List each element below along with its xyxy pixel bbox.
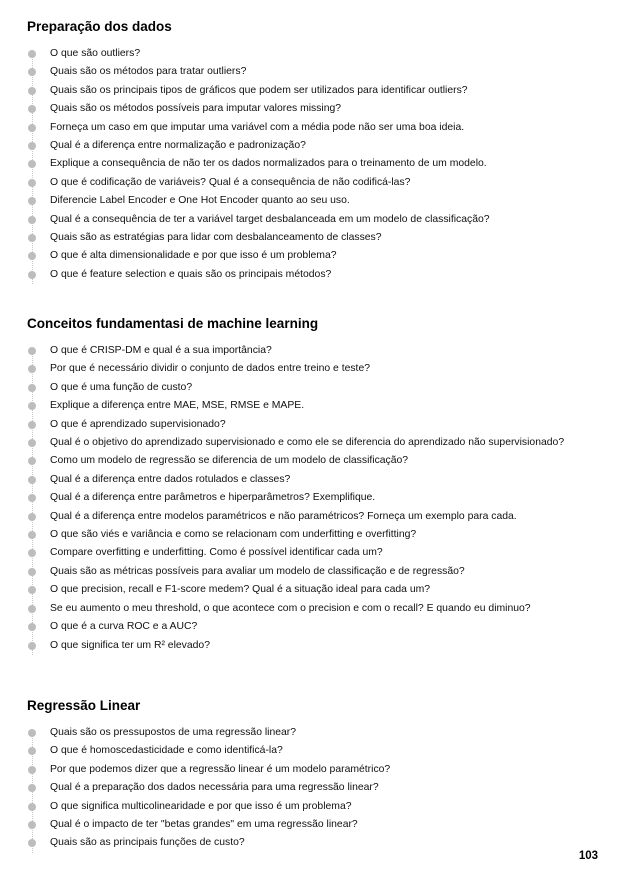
bullet-icon bbox=[28, 87, 36, 95]
list-item bbox=[27, 508, 607, 526]
question-text: Por que podemos dizer que a regressão linear é um modelo paramétrico? bbox=[50, 763, 391, 775]
bullet-icon bbox=[28, 179, 36, 187]
question-text: Qual é a consequência de ter a variável target desbalanceada em um modelo de classificação? bbox=[50, 213, 490, 225]
bullet-icon bbox=[28, 568, 36, 576]
section-title: Conceitos fundamentasi de machine learning bbox=[27, 316, 319, 331]
list-item bbox=[27, 834, 607, 852]
question-text: Qual é a diferença entre parâmetros e hiperparâmetros? Exemplifique. bbox=[50, 492, 376, 504]
list-item bbox=[27, 229, 607, 247]
question-text: Qual é a preparação dos dados necessária para uma regressão linear? bbox=[50, 782, 379, 794]
bullet-icon bbox=[28, 365, 36, 373]
bullet-icon bbox=[28, 531, 36, 539]
list-item bbox=[27, 618, 607, 636]
question-text: Explique a consequência de não ter os dados normalizados para o treinamento de um modelo. bbox=[50, 158, 487, 170]
bullet-icon bbox=[28, 271, 36, 279]
list-item bbox=[27, 544, 607, 562]
list-item bbox=[27, 816, 607, 834]
bullet-icon bbox=[28, 124, 36, 132]
bullet-icon bbox=[28, 766, 36, 774]
question-text: O que é alta dimensionalidade e por que isso é um problema? bbox=[50, 250, 337, 262]
question-text: Forneça um caso em que imputar uma variável com a média pode não ser uma boa ideia. bbox=[50, 121, 465, 133]
list-item bbox=[27, 119, 607, 137]
question-text: O que precision, recall e F1-score medem? Qual é a situação ideal para cada um? bbox=[50, 584, 431, 596]
bullet-icon bbox=[28, 784, 36, 792]
question-text: Quais são os métodos possíveis para imputar valores missing? bbox=[50, 103, 342, 115]
bullet-icon bbox=[28, 821, 36, 829]
question-text: Quais são as principais funções de custo? bbox=[50, 837, 245, 849]
list-item bbox=[27, 211, 607, 229]
bullet-icon bbox=[28, 476, 36, 484]
question-list bbox=[27, 342, 607, 655]
bullet-icon bbox=[28, 347, 36, 355]
section-linear-regression bbox=[27, 697, 607, 853]
page-number: 103 bbox=[578, 850, 598, 862]
list-item bbox=[27, 434, 590, 452]
list-item bbox=[27, 247, 607, 265]
question-text: Quais são os principais tipos de gráficos que podem ser utilizados para identificar outliers? bbox=[50, 84, 468, 96]
list-item bbox=[27, 100, 607, 118]
bullet-icon bbox=[28, 549, 36, 557]
bullet-icon bbox=[28, 803, 36, 811]
question-text: O que é homoscedasticidade e como identificá-la? bbox=[50, 745, 283, 757]
bullet-icon bbox=[28, 234, 36, 242]
question-text: O que é aprendizado supervisionado? bbox=[50, 418, 226, 430]
list-item bbox=[27, 360, 607, 378]
bullet-icon bbox=[28, 623, 36, 631]
list-item bbox=[27, 379, 607, 397]
question-text: O que é uma função de custo? bbox=[50, 381, 193, 393]
bullet-icon bbox=[28, 605, 36, 613]
list-item bbox=[27, 82, 607, 100]
list-item bbox=[27, 397, 607, 415]
list-item bbox=[27, 798, 607, 816]
list-item bbox=[27, 471, 607, 489]
bullet-icon bbox=[28, 494, 36, 502]
list-item bbox=[27, 761, 607, 779]
question-text: O que é feature selection e quais são os principais métodos? bbox=[50, 268, 332, 280]
question-text: O que são outliers? bbox=[50, 48, 141, 59]
list-item bbox=[27, 342, 607, 360]
question-text: Qual é a diferença entre dados rotulados e classes? bbox=[50, 473, 291, 485]
list-item bbox=[27, 416, 607, 434]
question-text: O que é codificação de variáveis? Qual é a consequência de não codificá-las? bbox=[50, 176, 411, 188]
bullet-icon bbox=[28, 142, 36, 150]
list-item bbox=[27, 779, 607, 797]
bullet-icon bbox=[28, 252, 36, 260]
question-text: O que são viés e variância e como se relacionam com underfitting e overfitting? bbox=[50, 529, 417, 541]
list-item bbox=[27, 452, 607, 470]
question-text: Por que é necessário dividir o conjunto de dados entre treino e teste? bbox=[50, 363, 371, 375]
question-text: Como um modelo de regressão se diferencia de um modelo de classificação? bbox=[50, 455, 409, 467]
list-item bbox=[27, 526, 607, 544]
bullet-icon bbox=[28, 729, 36, 737]
list-item bbox=[27, 637, 607, 655]
bullet-icon bbox=[28, 216, 36, 224]
bullet-icon bbox=[28, 105, 36, 113]
list-item bbox=[27, 63, 607, 81]
list-item bbox=[27, 266, 607, 284]
bullet-icon bbox=[28, 457, 36, 465]
question-text: Qual é a diferença entre normalização e padronização? bbox=[50, 140, 306, 152]
list-item bbox=[27, 45, 607, 63]
question-text: Explique a diferença entre MAE, MSE, RMSE e MAPE. bbox=[50, 400, 305, 412]
question-text: Diferencie Label Encoder e One Hot Encoder quanto ao seu uso. bbox=[50, 195, 350, 207]
list-item bbox=[27, 724, 607, 742]
bullet-icon bbox=[28, 513, 36, 521]
bullet-icon bbox=[28, 747, 36, 755]
question-text: Quais são os pressupostos de uma regressão linear? bbox=[50, 727, 297, 738]
bullet-icon bbox=[28, 402, 36, 410]
bullet-icon bbox=[28, 421, 36, 429]
list-item bbox=[27, 192, 607, 210]
question-text: O que é a curva ROC e a AUC? bbox=[50, 621, 198, 633]
question-text: Qual é a diferença entre modelos paramétricos e não paramétricos? Forneça um exemplo para cada. bbox=[50, 510, 517, 522]
list-item bbox=[27, 174, 607, 192]
list-item bbox=[27, 489, 607, 507]
bullet-icon bbox=[28, 839, 36, 847]
bullet-icon bbox=[28, 586, 36, 594]
question-text: Qual é o impacto de ter "betas grandes" em uma regressão linear? bbox=[50, 819, 358, 831]
bullet-icon bbox=[28, 68, 36, 76]
question-text: Quais são as estratégias para lidar com desbalanceamento de classes? bbox=[50, 232, 382, 244]
list-item bbox=[27, 581, 607, 599]
list-item bbox=[27, 563, 607, 581]
question-text: O que é CRISP-DM e qual é a sua importância? bbox=[50, 345, 272, 356]
section-title: Preparação dos dados bbox=[27, 19, 172, 34]
question-text: Se eu aumento o meu threshold, o que acontece com o precision e com o recall? E quando eu diminuo? bbox=[50, 602, 531, 614]
bullet-icon bbox=[28, 197, 36, 205]
section-data-preparation bbox=[27, 18, 607, 284]
list-item bbox=[27, 137, 607, 155]
section-title: Regressão Linear bbox=[27, 698, 141, 713]
question-text: Compare overfitting e underfitting. Como é possível identificar cada um? bbox=[50, 547, 383, 559]
list-item bbox=[27, 742, 607, 760]
list-item bbox=[27, 155, 607, 173]
question-list bbox=[27, 45, 607, 284]
list-item bbox=[27, 600, 607, 618]
bullet-icon bbox=[28, 160, 36, 168]
bullet-icon bbox=[28, 642, 36, 650]
question-text: O que significa multicolinearidade e por que isso é um problema? bbox=[50, 800, 352, 812]
bullet-icon bbox=[28, 50, 36, 58]
question-text: Qual é o objetivo do aprendizado supervisionado e como ele se diferencia do aprendizado não supervisionado? bbox=[50, 437, 565, 449]
question-text: Quais são as métricas possíveis para avaliar um modelo de classificação e de regressão? bbox=[50, 565, 465, 577]
section-ml-fundamentals bbox=[27, 315, 607, 655]
bullet-icon bbox=[28, 384, 36, 392]
question-text: O que significa ter um R² elevado? bbox=[50, 639, 210, 651]
question-text: Quais são os métodos para tratar outliers? bbox=[50, 66, 247, 78]
question-list bbox=[27, 724, 607, 853]
bullet-icon bbox=[28, 439, 36, 447]
